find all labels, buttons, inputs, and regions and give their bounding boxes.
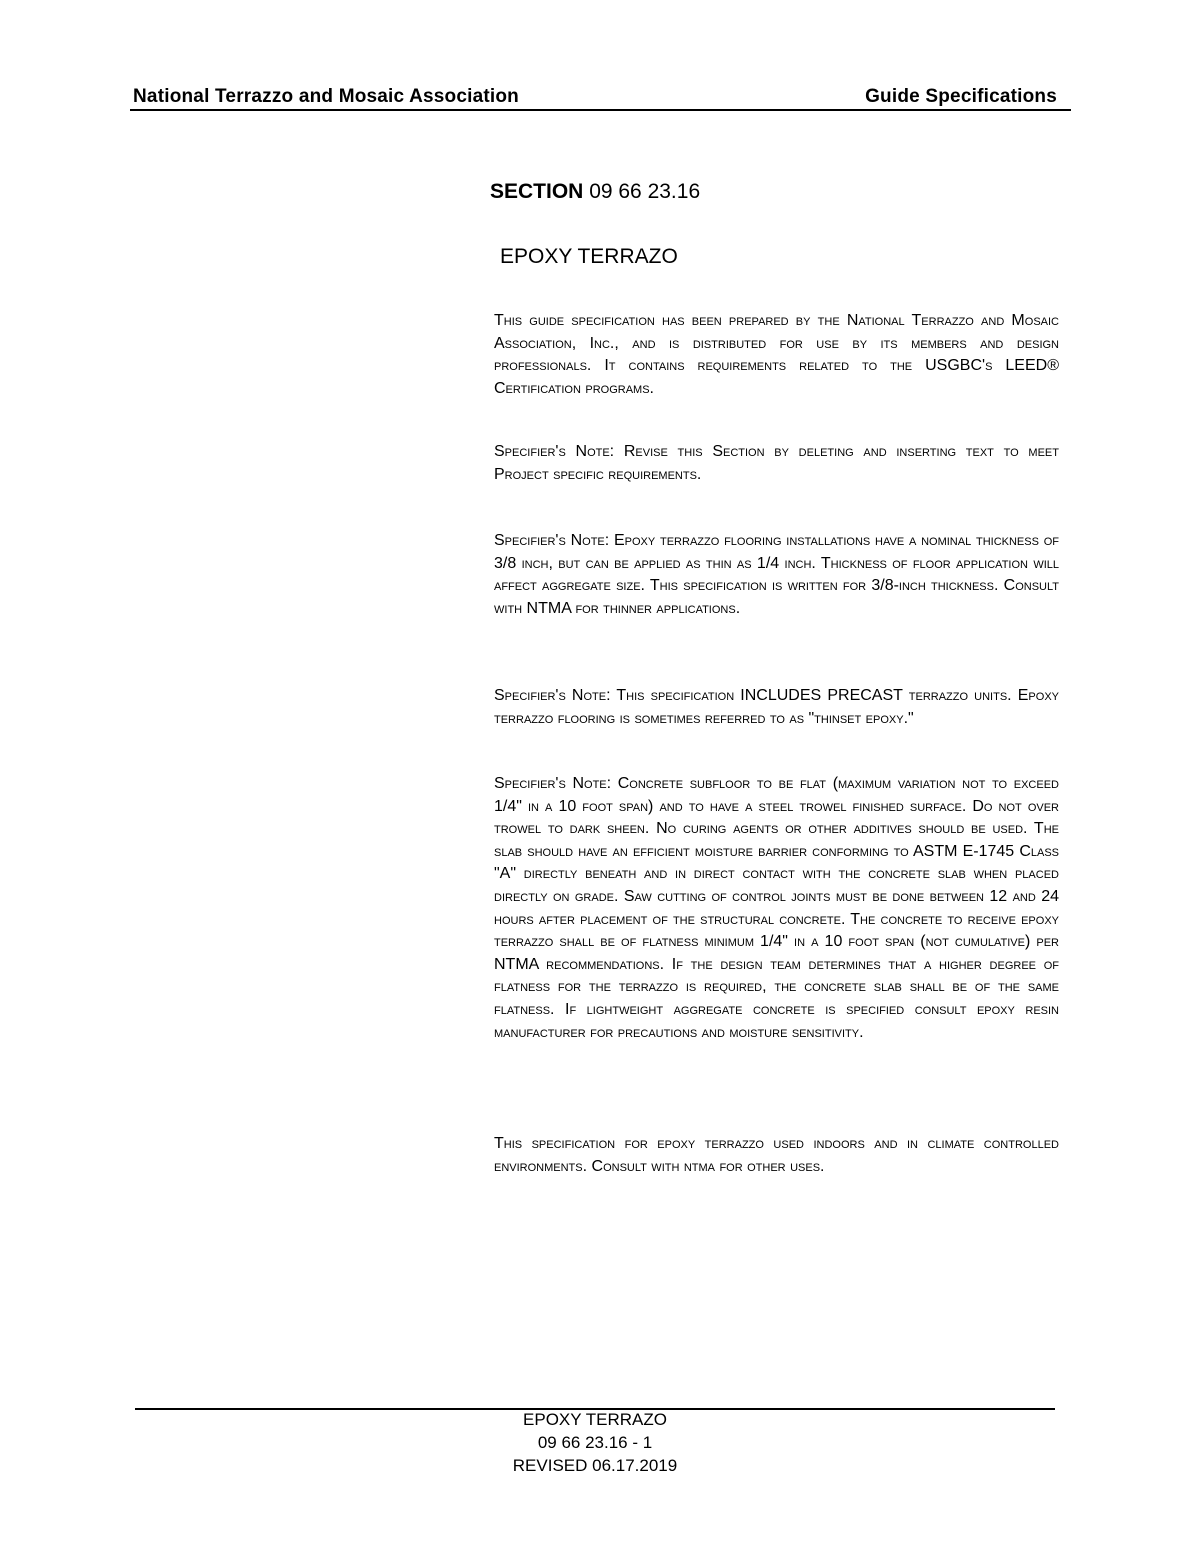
footer-page-number: 09 66 23.16 - 1: [537, 1433, 653, 1452]
footer-revised-date: REVISED 06.17.2019: [512, 1456, 678, 1475]
specifier-note-revise: Specifier's Note: Revise this Section by deleting and inserting text to meet Project specific requirements.: [494, 443, 1059, 483]
usage-paragraph: This specification for epoxy terrazzo used indoors and in climate controlled environments. Consult with ntma for other uses.: [494, 1135, 1059, 1175]
specifier-note-concrete: Specifier's Note: Concrete subfloor to be flat (maximum variation not to exceed 1/4" in a 10 foot span) and to have a steel trowel finished surface. Do not over trowel to dark sheen. No curing agents or other additives should be used. The slab should have an efficient moisture barrier conforming to ASTM E-1745 Class "A" directly beneath and in direct contact with the concrete slab when placed directly on grade. Saw cutting of control joints must be done between 12 and 24 hours after placement of the structural concrete. The concrete to receive epoxy terrazzo shall be of flatness minimum 1/4" in a 10 foot span (not cumulative) per NTMA recommendations. If the design team determines that a higher degree of flatness for the terrazzo is required, the concrete slab shall be of the same flatness. If lightweight aggregate concrete is specified consult epoxy resin manufacturer for precautions and moisture sensitivity.: [494, 775, 1059, 1041]
specifier-note-precast: Specifier's Note: This specification INCLUDES PRECAST terrazzo units. Epoxy terrazzo flooring is sometimes referred to as "thinset epoxy.": [494, 687, 1059, 727]
section-label: SECTION: [490, 180, 584, 203]
section-number: 09 66 23.16: [589, 180, 701, 203]
intro-paragraph: This guide specification has been prepared by the National Terrazzo and Mosaic Association, Inc., and is distributed for use by its members and design professionals. It contains requirements related to the USGBC's LEED® Certification programs.: [494, 312, 1059, 397]
header-rule: [130, 109, 1071, 111]
footer-title: EPOXY TERRAZO: [523, 1410, 667, 1429]
header-organization: National Terrazzo and Mosaic Association: [133, 86, 519, 107]
section-title: EPOXY TERRAZO: [500, 245, 678, 268]
specifier-note-thickness: Specifier's Note: Epoxy terrazzo flooring installations have a nominal thickness of 3/8 inch, but can be applied as thin as 1/4 inch. Thickness of floor application will affect aggregate size. This specification is written for 3/8-inch thickness. Consult with NTMA for thinner applications.: [494, 532, 1059, 617]
section-heading: [490, 180, 700, 204]
header-document-type: Guide Specifications: [865, 86, 1057, 107]
